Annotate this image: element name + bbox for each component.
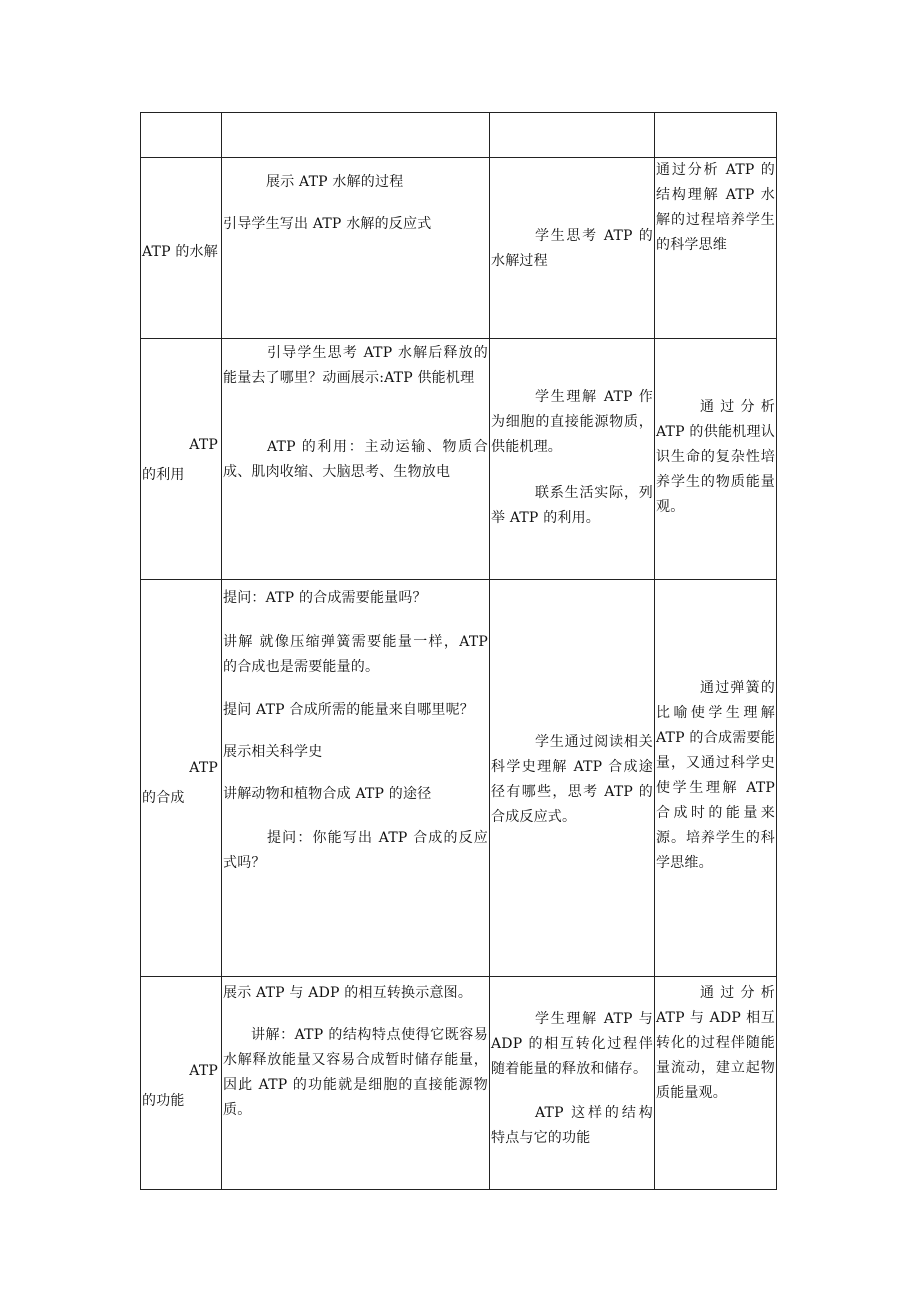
teacher-text: 讲解：ATP 的结构特点使得它既容易水解释放能量又容易合成暂时储存能量，因此 ATP 的功能就是细胞的直接能源物质。 xyxy=(223,1027,488,1118)
teacher-text: 引导学生思考 ATP 水解后释放的能量去了哪里？动画展示:ATP 供能机理 xyxy=(223,345,488,386)
table-row xyxy=(141,339,777,580)
table-row xyxy=(141,977,777,1190)
design-intent-cell xyxy=(655,158,777,339)
teacher-text: 展示 ATP 水解的过程 xyxy=(266,174,404,190)
student-text: ATP 这样的结构特点与它的功能 xyxy=(491,1105,653,1146)
teacher-text: 讲解 就像压缩弹簧需要能量一样，ATP 的合成也是需要能量的。 xyxy=(223,634,488,675)
header-cell xyxy=(655,113,777,158)
student-activity-cell xyxy=(490,339,655,580)
design-intent-cell xyxy=(655,339,777,580)
topic-label: ATP xyxy=(189,760,218,776)
student-activity-cell xyxy=(490,977,655,1190)
design-intent-cell xyxy=(655,977,777,1190)
topic-label: 的利用 xyxy=(142,467,185,483)
intent-text: 通过弹簧的比喻使学生理解 ATP 的合成需要能量，又通过科学史使学生理解 ATP 合成时的能量来源。培养学生的科学思维。 xyxy=(656,680,775,871)
student-text: 学生理解 ATP 作为细胞的直接能源物质，供能机理。 xyxy=(491,389,653,455)
teacher-activity-cell xyxy=(222,977,490,1190)
intent-text: 通过分析 ATP 的结构理解 ATP 水解的过程培养学生的科学思维 xyxy=(656,162,775,253)
table-row xyxy=(141,158,777,339)
table-row xyxy=(141,580,777,977)
topic-label: 的功能 xyxy=(142,1093,185,1109)
design-intent-cell xyxy=(655,580,777,977)
teacher-text: 提问 ATP 合成所需的能量来自哪里呢？ xyxy=(223,702,475,718)
table-header-row xyxy=(141,113,777,158)
topic-cell xyxy=(141,977,222,1190)
teacher-activity-cell xyxy=(222,339,490,580)
teacher-activity-cell xyxy=(222,580,490,977)
student-activity-cell xyxy=(490,158,655,339)
student-text: 联系生活实际，列举 ATP 的利用。 xyxy=(491,485,653,526)
teacher-text: 提问：ATP 的合成需要能量吗？ xyxy=(223,590,427,606)
header-cell xyxy=(141,113,222,158)
teacher-activity-cell xyxy=(222,158,490,339)
student-text: 学生通过阅读相关科学史理解 ATP 合成途径有哪些，思考 ATP 的合成反应式。 xyxy=(491,734,653,825)
header-cell xyxy=(490,113,655,158)
teacher-text: 提问：你能写出 ATP 合成的反应式吗？ xyxy=(223,830,488,871)
student-text: 学生理解 ATP 与 ADP 的相互转化过程伴随着能量的释放和储存。 xyxy=(491,1011,653,1077)
student-activity-cell xyxy=(490,580,655,977)
teacher-text: 展示 ATP 与 ADP 的相互转换示意图。 xyxy=(223,985,473,1001)
topic-cell xyxy=(141,580,222,977)
intent-text: 通过分析 ATP 与 ADP 相互转化的过程伴随能量流动，建立起物质能量观。 xyxy=(656,985,775,1101)
topic-label: ATP xyxy=(189,437,218,453)
topic-label: 的合成 xyxy=(142,790,185,806)
topic-label: ATP xyxy=(189,1063,218,1079)
header-cell xyxy=(222,113,490,158)
teacher-text: ATP 的利用：主动运输、物质合成、肌肉收缩、大脑思考、生物放电 xyxy=(223,439,488,480)
lesson-plan-table xyxy=(140,112,777,1190)
intent-text: 通过分析 ATP 的供能机理认识生命的复杂性培养学生的物质能量观。 xyxy=(656,399,775,515)
topic-label: ATP 的水解 xyxy=(142,244,218,260)
teacher-text: 展示相关科学史 xyxy=(223,744,323,760)
teacher-text: 引导学生写出 ATP 水解的反应式 xyxy=(223,216,432,232)
topic-cell xyxy=(141,339,222,580)
teacher-text: 讲解动物和植物合成 ATP 的途径 xyxy=(223,786,432,802)
topic-cell xyxy=(141,158,222,339)
student-text: 学生思考 ATP 的水解过程 xyxy=(491,228,653,269)
